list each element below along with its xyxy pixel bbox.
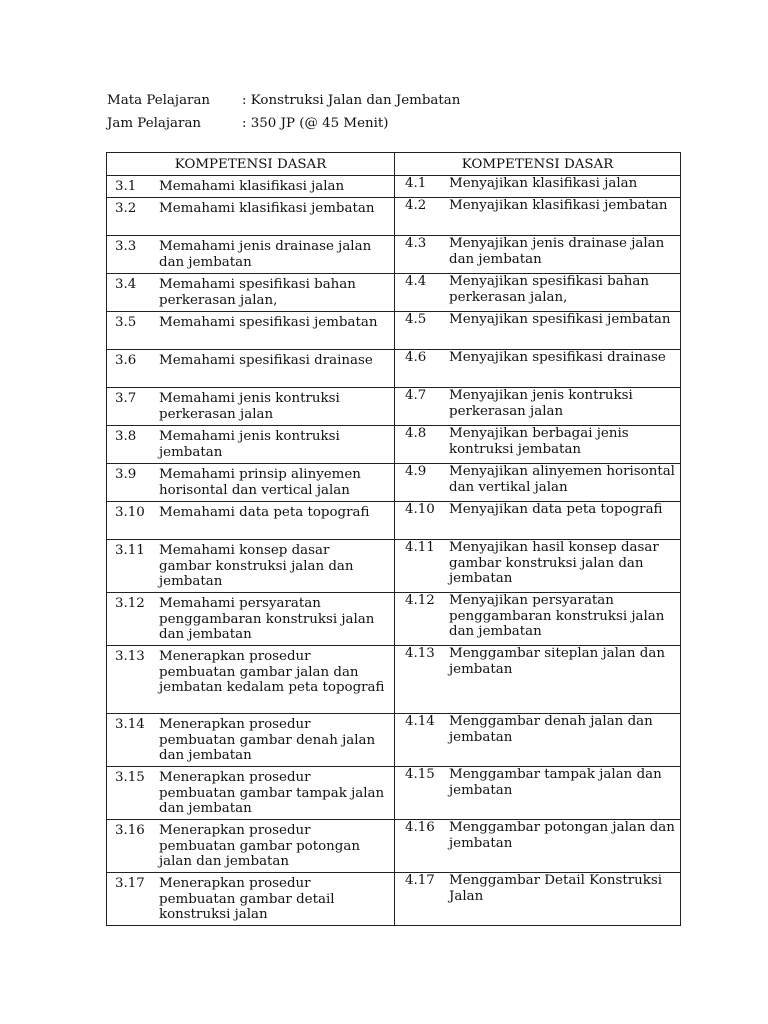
table-row	[107, 646, 681, 714]
knowledge-text: Memahami klasifikasi jalan	[159, 179, 345, 194]
knowledge-text: Memahami spesifikasi jembatan	[159, 315, 378, 330]
skill-cell	[395, 820, 681, 873]
skill-cell	[395, 593, 681, 646]
skill-cell	[395, 176, 681, 198]
skill-text: Menyajikan data peta topografi	[449, 502, 663, 517]
skill-code: 4.10	[405, 502, 435, 517]
knowledge-code: 3.4	[115, 277, 137, 292]
skill-code: 4.11	[405, 540, 435, 555]
knowledge-text: Memahami persyaratan penggambaran konstruksi jalan dan jembatan	[159, 596, 375, 642]
knowledge-code: 3.12	[115, 596, 145, 611]
skill-text: Menggambar denah jalan dan jembatan	[449, 714, 653, 745]
table-row	[107, 502, 681, 540]
knowledge-cell	[107, 388, 395, 426]
table-row	[107, 820, 681, 873]
skill-code: 4.6	[405, 350, 427, 365]
skill-cell	[395, 274, 681, 312]
skill-cell	[395, 873, 681, 926]
knowledge-cell	[107, 464, 395, 502]
knowledge-code: 3.5	[115, 315, 137, 330]
skill-code: 4.16	[405, 820, 435, 835]
skill-code: 4.2	[405, 198, 427, 213]
knowledge-code: 3.11	[115, 543, 145, 558]
knowledge-text: Memahami jenis kontruksi perkerasan jalan	[159, 391, 340, 422]
knowledge-text: Menerapkan prosedur pembuatan gambar jalan dan jembatan kedalam peta topografi	[159, 649, 385, 695]
table-row	[107, 350, 681, 388]
skill-text: Menyajikan spesifikasi bahan perkerasan jalan,	[449, 274, 649, 305]
table-row	[107, 236, 681, 274]
knowledge-code: 3.9	[115, 467, 137, 482]
table-row	[107, 198, 681, 236]
knowledge-code: 3.1	[115, 179, 137, 194]
knowledge-text: Memahami prinsip alinyemen horisontal dan vertical jalan	[159, 467, 361, 498]
knowledge-text: Memahami jenis drainase jalan dan jembatan	[159, 239, 372, 270]
skill-cell	[395, 198, 681, 236]
skill-code: 4.4	[405, 274, 427, 289]
knowledge-cell	[107, 820, 395, 873]
knowledge-cell	[107, 426, 395, 464]
table-body	[107, 176, 681, 926]
knowledge-cell	[107, 714, 395, 767]
hours-label: Jam Pelajaran	[107, 116, 202, 131]
knowledge-cell	[107, 873, 395, 926]
knowledge-code: 3.7	[115, 391, 137, 406]
table-row	[107, 176, 681, 198]
skill-cell	[395, 236, 681, 274]
subject-value: : Konstruksi Jalan dan Jembatan	[242, 93, 461, 108]
table-row	[107, 767, 681, 820]
knowledge-code: 3.3	[115, 239, 137, 254]
table-row	[107, 540, 681, 593]
skill-text: Menyajikan spesifikasi jembatan	[449, 312, 671, 327]
skill-text: Menggambar potongan jalan dan jembatan	[449, 820, 675, 851]
skill-text: Menyajikan jenis kontruksi perkerasan jalan	[449, 388, 633, 419]
knowledge-text: Memahami konsep dasar gambar konstruksi jalan dan jembatan	[159, 543, 354, 589]
table-row	[107, 426, 681, 464]
table-row	[107, 714, 681, 767]
skill-cell	[395, 646, 681, 714]
skill-text: Menyajikan alinyemen horisontal dan vertikal jalan	[449, 464, 675, 495]
table-header-row	[107, 153, 681, 176]
table-row	[107, 388, 681, 426]
skill-code: 4.3	[405, 236, 427, 251]
table-row	[107, 464, 681, 502]
knowledge-cell	[107, 767, 395, 820]
competency-table	[106, 152, 681, 926]
knowledge-cell	[107, 312, 395, 350]
knowledge-cell	[107, 502, 395, 540]
hours-value: : 350 JP (@ 45 Menit)	[242, 116, 389, 131]
knowledge-cell	[107, 593, 395, 646]
skill-text: Menggambar siteplan jalan dan jembatan	[449, 646, 665, 677]
skill-text: Menyajikan spesifikasi drainase	[449, 350, 666, 365]
knowledge-cell	[107, 236, 395, 274]
skill-code: 4.5	[405, 312, 427, 327]
table-row	[107, 873, 681, 926]
knowledge-code: 3.17	[115, 876, 145, 891]
skill-code: 4.17	[405, 873, 435, 888]
skill-text: Menyajikan klasifikasi jembatan	[449, 198, 668, 213]
skill-code: 4.13	[405, 646, 435, 661]
knowledge-cell	[107, 198, 395, 236]
skill-code: 4.12	[405, 593, 435, 608]
knowledge-text: Memahami data peta topografi	[159, 505, 370, 520]
table-row	[107, 312, 681, 350]
knowledge-text: Memahami klasifikasi jembatan	[159, 201, 375, 216]
skill-cell	[395, 464, 681, 502]
knowledge-code: 3.2	[115, 201, 137, 216]
skill-cell	[395, 502, 681, 540]
skill-code: 4.8	[405, 426, 427, 441]
skill-cell	[395, 767, 681, 820]
knowledge-code: 3.15	[115, 770, 145, 785]
knowledge-text: Memahami spesifikasi drainase	[159, 353, 373, 368]
skill-cell	[395, 426, 681, 464]
knowledge-cell	[107, 646, 395, 714]
knowledge-text: Menerapkan prosedur pembuatan gambar detail konstruksi jalan	[159, 876, 335, 922]
skill-text: Menyajikan persyaratan penggambaran konstruksi jalan dan jembatan	[449, 593, 665, 639]
skill-code: 4.14	[405, 714, 435, 729]
skill-cell	[395, 388, 681, 426]
knowledge-cell	[107, 350, 395, 388]
knowledge-code: 3.10	[115, 505, 145, 520]
skill-cell	[395, 540, 681, 593]
knowledge-code: 3.14	[115, 717, 145, 732]
knowledge-text: Menerapkan prosedur pembuatan gambar tampak jalan dan jembatan	[159, 770, 385, 816]
knowledge-text: Memahami spesifikasi bahan perkerasan jalan,	[159, 277, 356, 308]
knowledge-code: 3.8	[115, 429, 137, 444]
skill-text: Menyajikan berbagai jenis kontruksi jembatan	[449, 426, 629, 457]
skill-cell	[395, 350, 681, 388]
knowledge-cell	[107, 176, 395, 198]
skill-code: 4.15	[405, 767, 435, 782]
skill-text: Menyajikan jenis drainase jalan dan jembatan	[449, 236, 665, 267]
subject-label: Mata Pelajaran	[107, 93, 211, 108]
skill-code: 4.1	[405, 176, 427, 191]
skill-code: 4.7	[405, 388, 427, 403]
table-row	[107, 274, 681, 312]
knowledge-cell	[107, 274, 395, 312]
col-header-right: KOMPETENSI DASAR	[395, 153, 681, 176]
skill-text: Menyajikan hasil konsep dasar gambar konstruksi jalan dan jembatan	[449, 540, 659, 586]
knowledge-text: Menerapkan prosedur pembuatan gambar denah jalan dan jembatan	[159, 717, 376, 763]
knowledge-cell	[107, 540, 395, 593]
skill-cell	[395, 312, 681, 350]
knowledge-code: 3.16	[115, 823, 145, 838]
knowledge-code: 3.6	[115, 353, 137, 368]
col-header-left: KOMPETENSI DASAR	[107, 153, 395, 176]
skill-code: 4.9	[405, 464, 427, 479]
knowledge-code: 3.13	[115, 649, 145, 664]
skill-text: Menggambar Detail Konstruksi Jalan	[449, 873, 663, 904]
skill-cell	[395, 714, 681, 767]
knowledge-text: Memahami jenis kontruksi jembatan	[159, 429, 340, 460]
knowledge-text: Menerapkan prosedur pembuatan gambar potongan jalan dan jembatan	[159, 823, 360, 869]
skill-text: Menggambar tampak jalan dan jembatan	[449, 767, 662, 798]
skill-text: Menyajikan klasifikasi jalan	[449, 176, 638, 191]
table-row	[107, 593, 681, 646]
